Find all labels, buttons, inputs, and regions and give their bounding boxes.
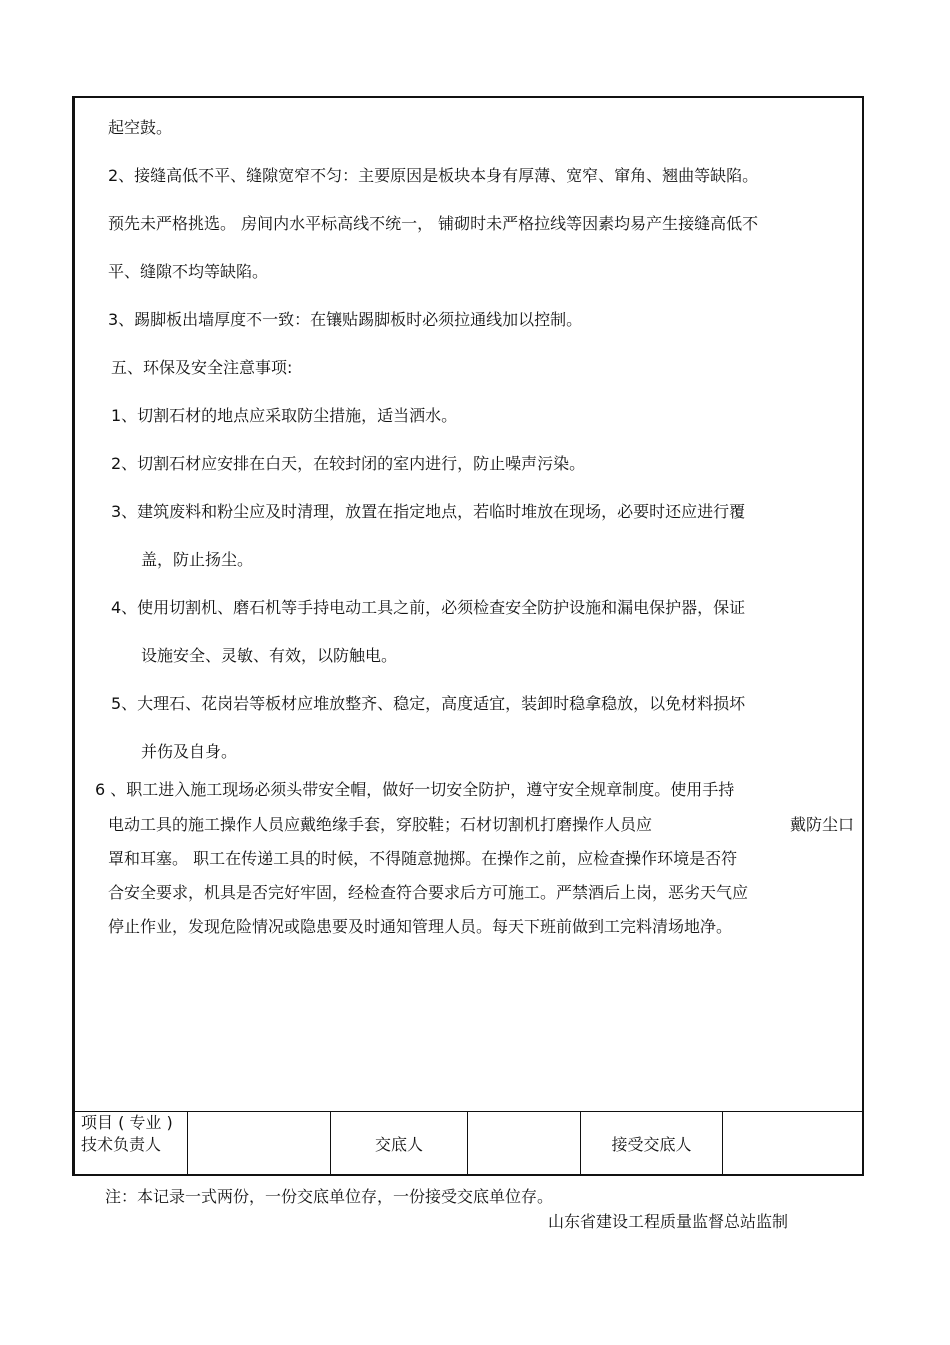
text-line: 设施安全、灵敏、有效，以防触电。: [141, 646, 398, 665]
text-line: 并伤及自身。: [141, 742, 238, 761]
text-line: 2、切割石材应安排在白天，在较封闭的室内进行，防止噪声污染。: [111, 454, 586, 473]
text-line: 合安全要求，机具是否完好牢固，经检查符合要求后方可施工。严禁酒后上岗，恶劣天气应: [108, 883, 749, 902]
receiver-label-cell: [581, 1112, 723, 1174]
footer-issuer: 山东省建设工程质量监督总站监制: [548, 1212, 789, 1231]
text-line: 3、建筑废料和粉尘应及时清理，放置在指定地点，若临时堆放在现场，必要时还应进行覆: [111, 502, 746, 521]
project-lead-label-line2: 技术负责人: [81, 1135, 162, 1154]
signature-table: [75, 1111, 862, 1174]
text-line: 1、切割石材的地点应采取防尘措施，适当洒水。: [111, 406, 458, 425]
discloser-label: 交底人: [374, 1134, 423, 1154]
text-line: 起空鼓。: [108, 118, 173, 137]
text-line: 5、大理石、花岗岩等板材应堆放整齐、稳定，高度适宜，装卸时稳拿稳放，以免材料损坏: [111, 694, 746, 713]
text-line: 罩和耳塞。 职工在传递工具的时候，不得随意抛掷。在操作之前，应检查操作环境是否符: [108, 849, 738, 868]
discloser-label-cell: [331, 1112, 468, 1174]
project-lead-signature-cell[interactable]: [188, 1112, 331, 1174]
section-heading: 五、环保及安全注意事项:: [111, 358, 293, 377]
footer-note: 注：本记录一式两份，一份交底单位存，一份接受交底单位存。: [105, 1187, 554, 1206]
text-line: 3、踢脚板出墙厚度不一致：在镶贴踢脚板时必须拉通线加以控制。: [108, 310, 583, 329]
text-line: 电动工具的施工操作人员应戴绝缘手套，穿胶鞋；石材切割机打磨操作人员应: [108, 815, 653, 834]
text-line: 4、使用切割机、磨石机等手持电动工具之前，必须检查安全防护设施和漏电保护器，保证: [111, 598, 746, 617]
document-frame: [72, 96, 864, 1176]
discloser-signature-cell[interactable]: [468, 1112, 581, 1174]
text-line: 6 、职工进入施工现场必须头带安全帽，做好一切安全防护，遵守安全规章制度。使用手持: [95, 780, 735, 799]
text-line: 预先未严格挑选。 房间内水平标高线不统一， 铺砌时未严格拉线等因素均易产生接缝高低不: [108, 214, 759, 233]
text-line: 停止作业，发现危险情况或隐患要及时通知管理人员。每天下班前做到工完料清场地净。: [108, 917, 733, 936]
receiver-label: 接受交底人: [611, 1134, 692, 1154]
text-line: 2、接缝高低不平、缝隙宽窄不匀：主要原因是板块本身有厚薄、宽窄、窜角、翘曲等缺陷。: [108, 166, 759, 185]
text-line: 戴防尘口: [790, 815, 855, 834]
text-line: 平、缝隙不均等缺陷。: [108, 262, 269, 281]
project-lead-label-line1: 项目 ( 专业 ): [81, 1113, 173, 1132]
text-line: 盖，防止扬尘。: [141, 550, 254, 569]
receiver-signature-cell[interactable]: [723, 1112, 862, 1174]
project-lead-label-cell: [75, 1112, 188, 1174]
